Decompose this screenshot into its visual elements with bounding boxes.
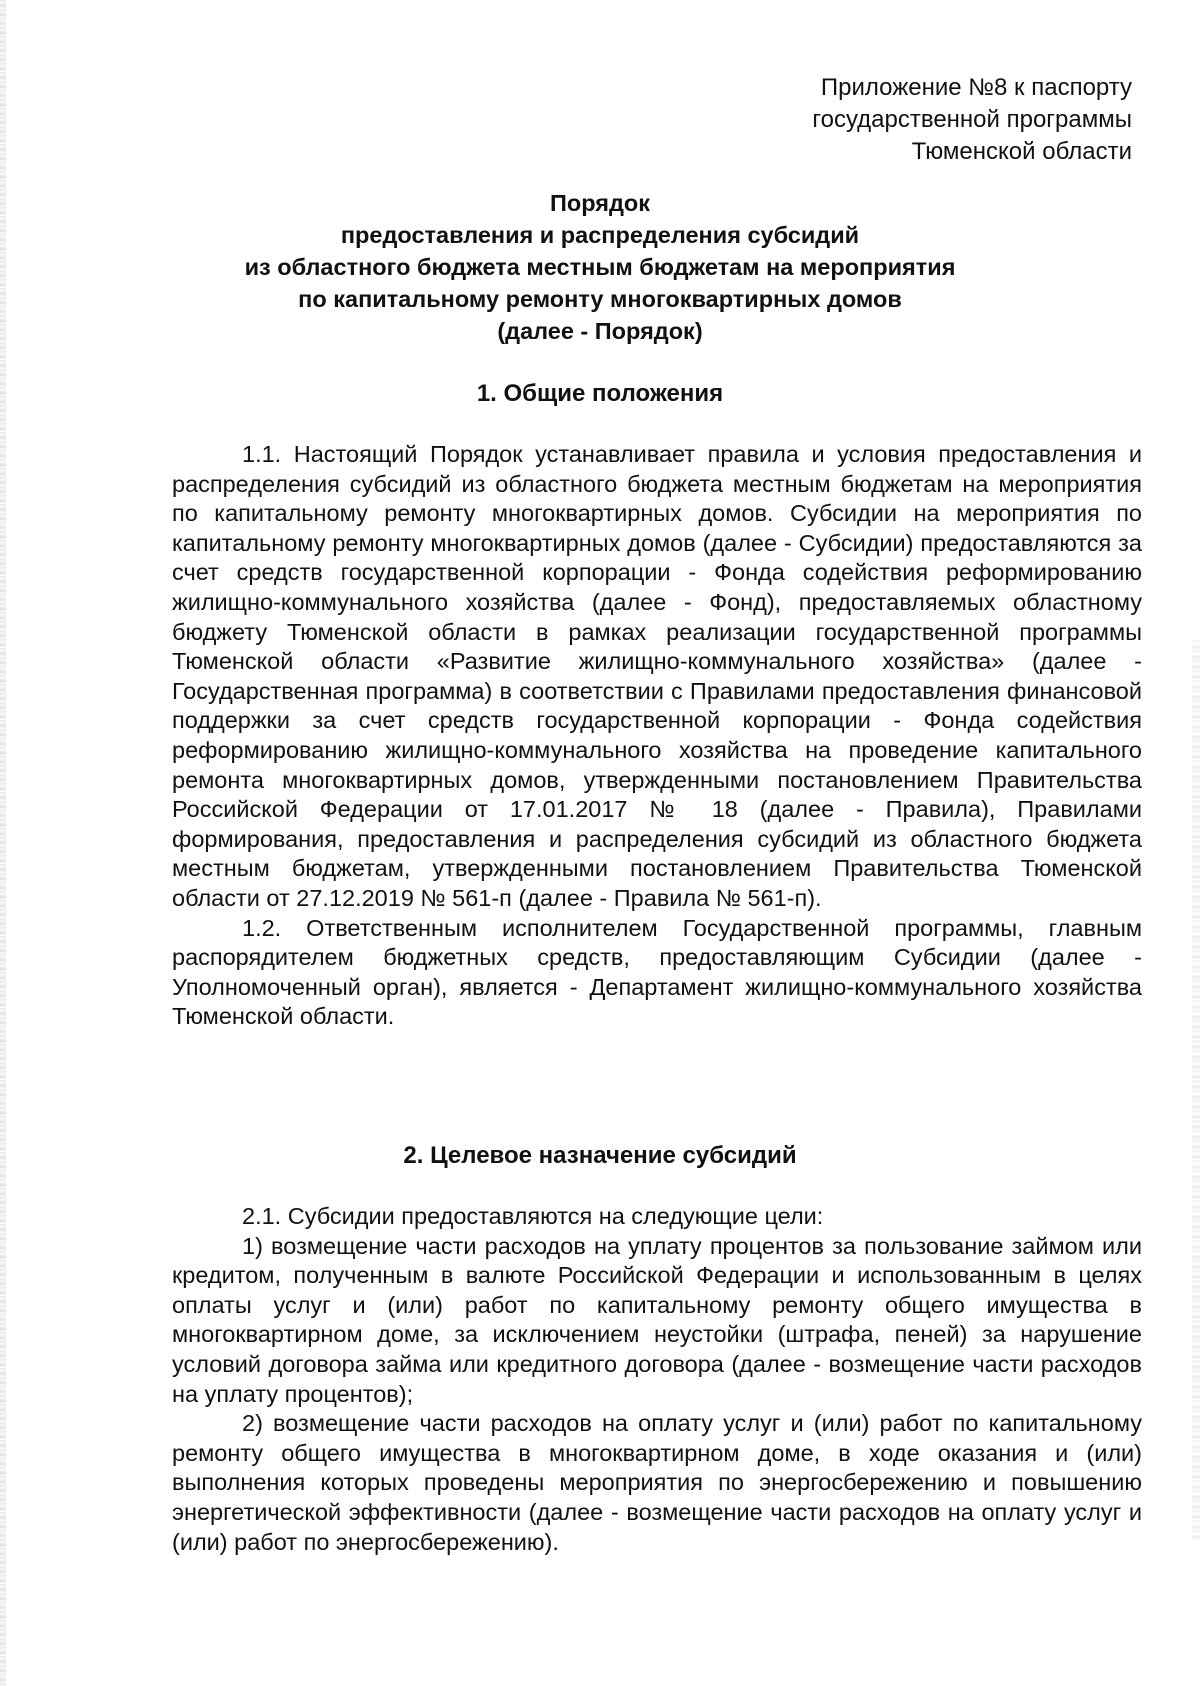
paragraph-1-2: 1.2. Ответственным исполнителем Государственной программы, главным распорядителем бюджетных средств, предоставляющим Субсидии (далее - Уполномоченный орган), является - Департамент жилищно-коммунального хозяйства Тюменской области.: [172, 914, 1142, 1030]
list-item-2: 2) возмещение части расходов на оплату услуг и (или) работ по капитальному ремонту общего имущества в многоквартирном доме, в ходе оказания и (или) выполнения которых проведены мероприятия по энергосбережению и повышению энергетической эффективности (далее - возмещение части расходов на оплату услуг и (или) работ по энергосбережению).: [172, 1410, 1142, 1555]
paragraph-2-1: 2.1. Субсидии предоставляются на следующие цели:: [242, 1203, 824, 1229]
paragraph-1-1: 1.1. Настоящий Порядок устанавливает правила и условия предоставления и распределения субсидий из областного бюджета местным бюджетам на мероприятия по капитальному ремонту многоквартирных домов. Субсидии на мероприятия по капитальному ремонту многоквартирных домов (далее - Субсидии) предоставляются за счет средств государственной корпорации - Фонда содействия реформированию жилищно-коммунального хозяйства (далее - Фонд), предоставляемых областному бюджету Тюменской области в рамках реализации государственной программы Тюменской области «Развитие жилищно-коммунального хозяйства» (далее - Государственная программа) в соответствии с Правилами предоставления финансовой поддержки за счет средств государственной корпорации - Фонда содействия реформированию жилищно-коммунального хозяйства на проведение капитального ремонта многоквартирных домов, утвержденными постановлением Правительства Российской Федерации от 17.01.2017 № 18 (далее - Правила), Правилами формирования, предоставления и распределения субсидий из областного бюджета местным бюджетам, утвержденными постановлением Правительства Тюменской области от 27.12.2019 № 561-п (далее - Правила № 561-п).: [172, 441, 1142, 911]
scan-edge-right: [1192, 640, 1200, 1540]
section-2-body: [172, 1202, 1142, 1557]
annex-line-1: Приложение №8 к паспорту: [820, 74, 1132, 101]
title-line-4: по капитальному ремонту многоквартирных домов: [298, 286, 902, 312]
section-1-body: [172, 440, 1142, 1032]
list-item-1: 1) возмещение части расходов на уплату процентов за пользование займом или кредитом, полученным в валюте Российской Федерации и использованным в целях оплаты услуг и (или) работ по капитальному ремонту общего имущества в многоквартирном доме, за исключением неустойки (штрафа, пеней) за нарушение условий договора займа или кредитного договора (далее - возмещение части расходов на уплату процентов);: [172, 1232, 1142, 1407]
annex-line-3: Тюменской области: [911, 138, 1132, 165]
annex-line-2: государственной программы: [812, 106, 1132, 133]
scan-edge-left: [0, 0, 6, 1686]
title-line-1: Порядок: [549, 190, 651, 216]
title-line-3: из областного бюджета местным бюджетам на мероприятия: [244, 254, 956, 280]
section-1-heading: 1. Общие положения: [476, 380, 724, 407]
document-title: [120, 187, 1080, 347]
title-line-2: предоставления и распределения субсидий: [340, 222, 860, 248]
section-2-heading: 2. Целевое назначение субсидий: [403, 1142, 797, 1169]
annex-header: [712, 72, 1132, 168]
title-line-5: (далее - Порядок): [497, 318, 703, 344]
